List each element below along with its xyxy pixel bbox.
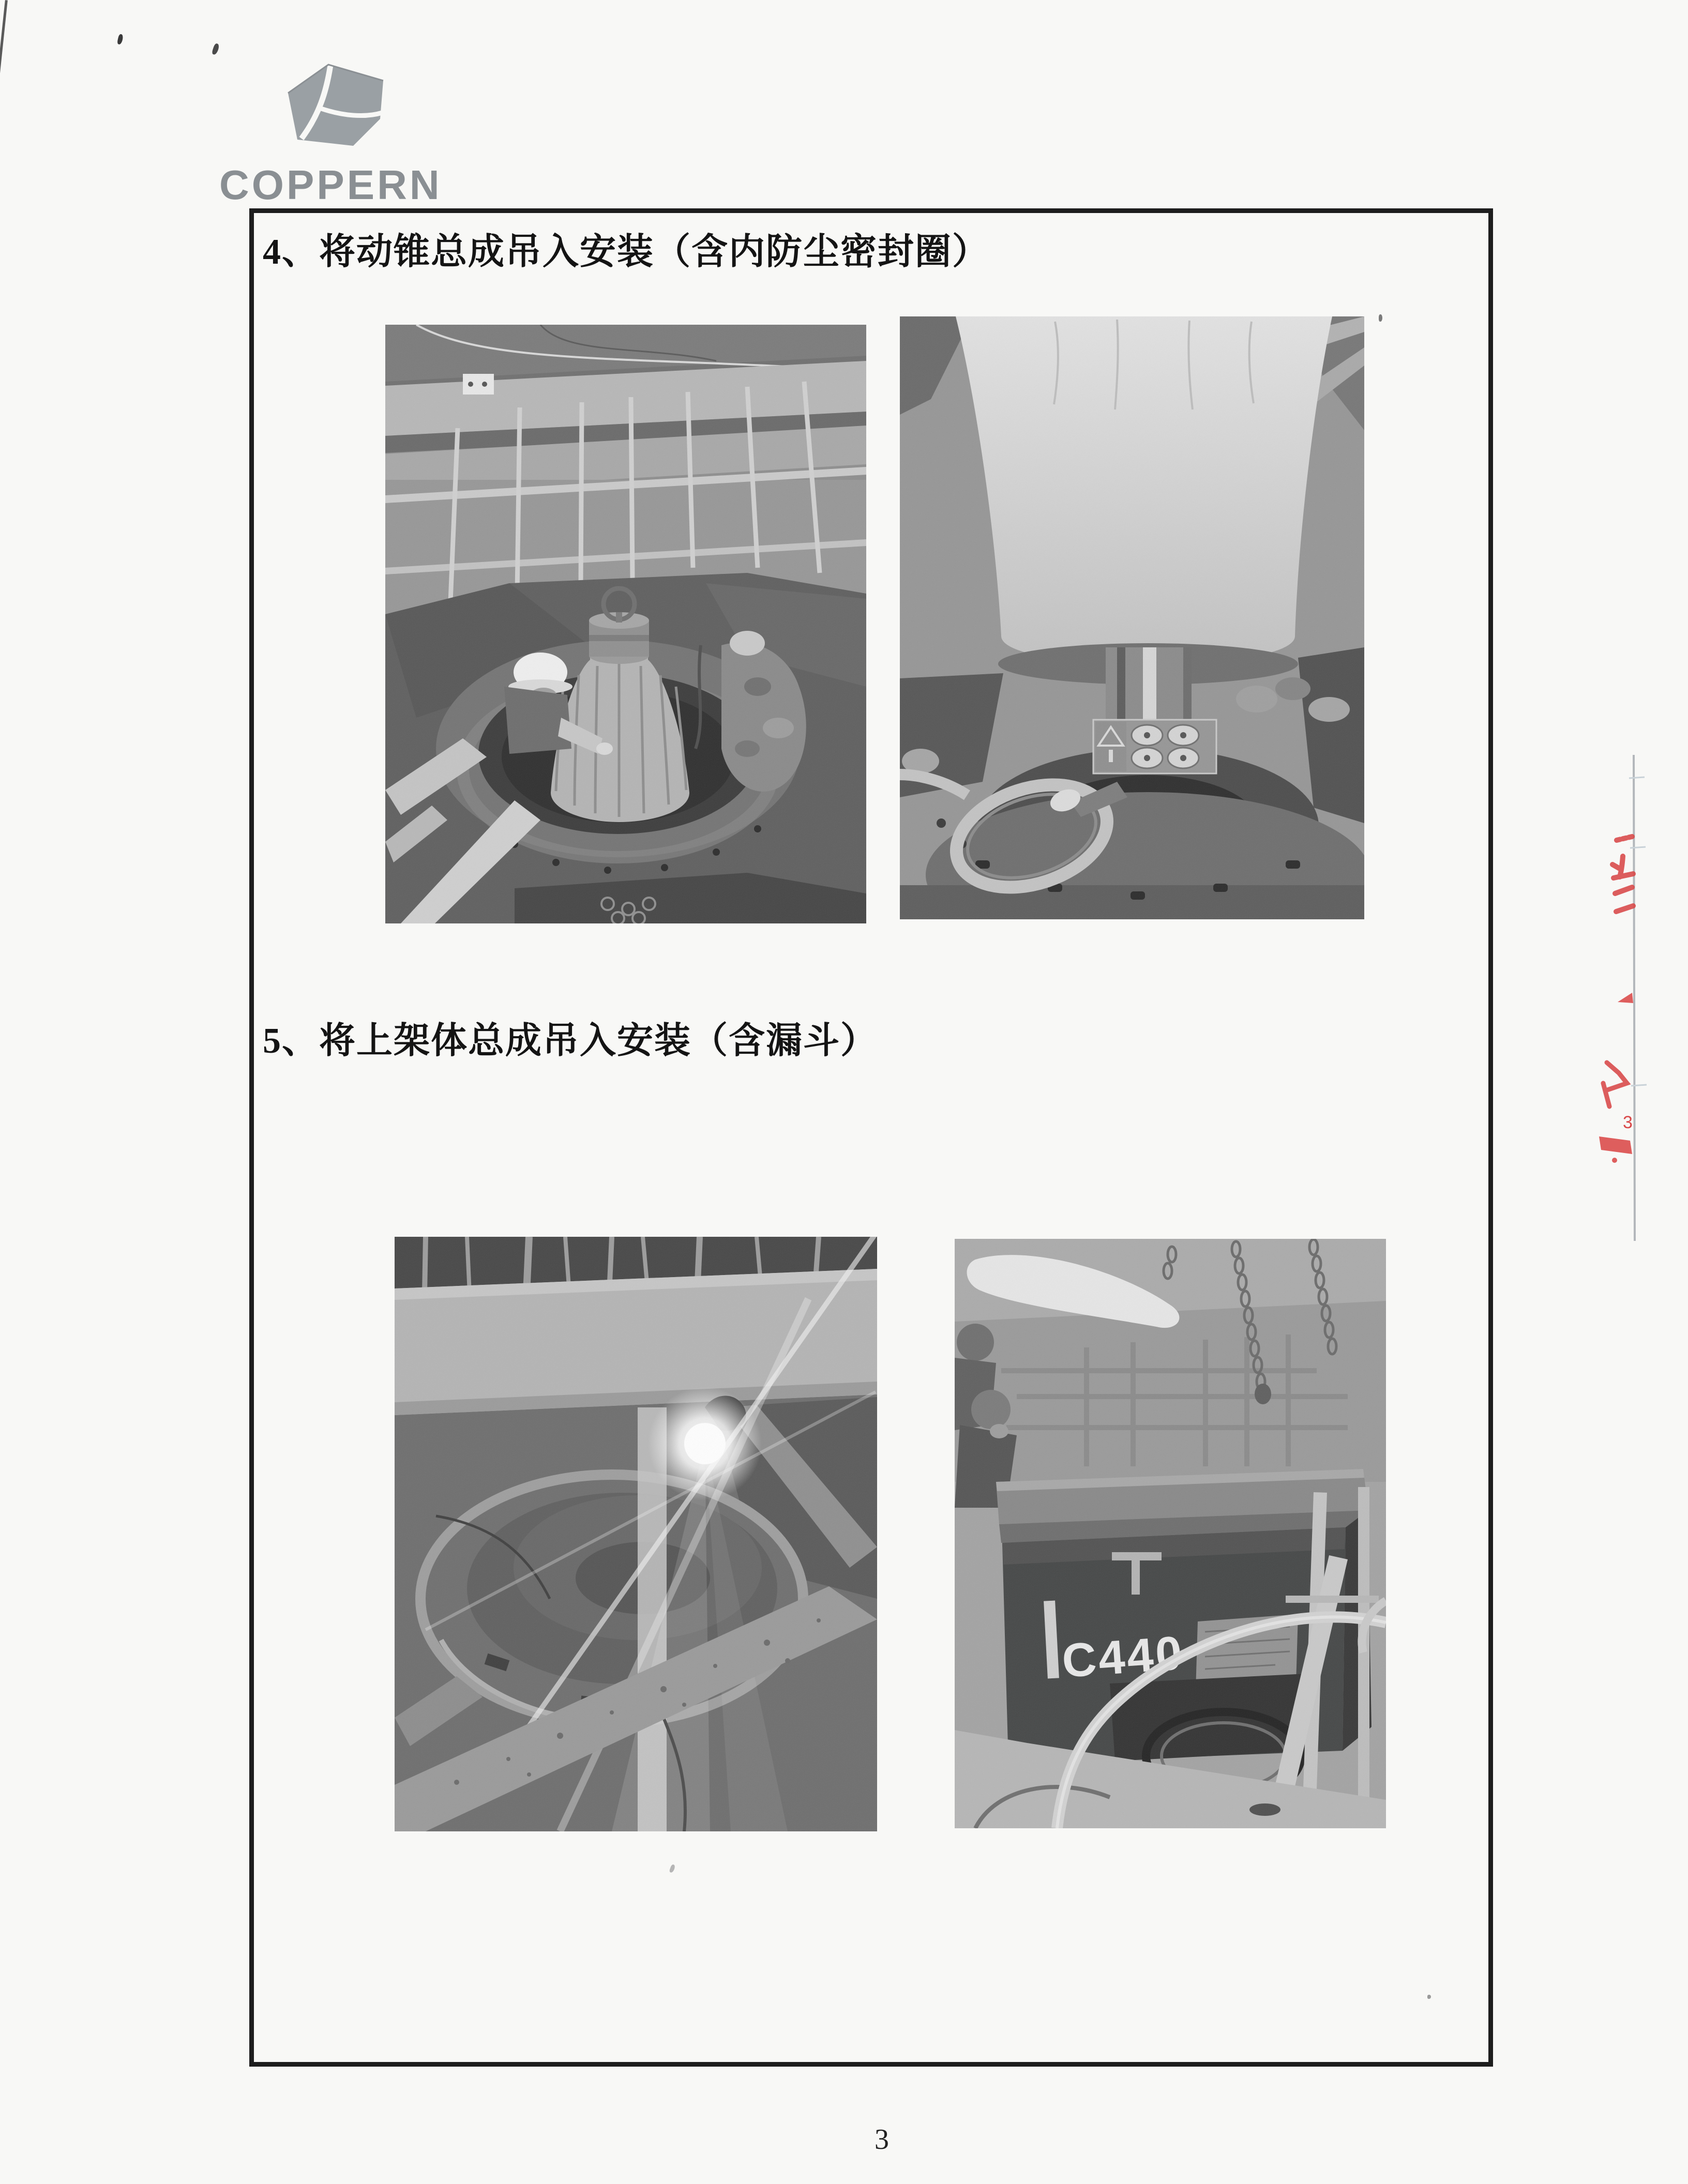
red-arrowhead [1618,993,1633,1003]
coppern-logo-cube-icon [282,61,385,152]
red-pen-marginalia [1541,724,1688,1267]
photo-welding-flash-on-upper-frame-ring [395,1237,877,1831]
red-digit: 3 [1623,1113,1633,1132]
section-4-heading: 4、将动锥总成吊入安装（含内防尘密封圈） [263,232,989,272]
scan-speck [212,43,220,55]
red-pen-strokes [1603,837,1633,1106]
red-thick-bar [1599,1136,1632,1154]
c440-stencil: C440 [1060,1626,1186,1688]
adjacent-page-edge-line [1634,755,1635,1241]
section-5-heading: 5、将上架体总成吊入安装（含漏斗） [263,1021,878,1061]
photo-upper-frame-hoisted-with-chains [955,1239,1386,1828]
scan-edge-line [0,0,8,78]
scan-speck [117,34,124,44]
brand-name: COPPERN [219,162,442,208]
photo-moving-cone-lowered-onto-shaft [900,316,1364,919]
page-number: 3 [875,2124,889,2156]
photo-moving-cone-assembly-in-pit [385,325,866,923]
